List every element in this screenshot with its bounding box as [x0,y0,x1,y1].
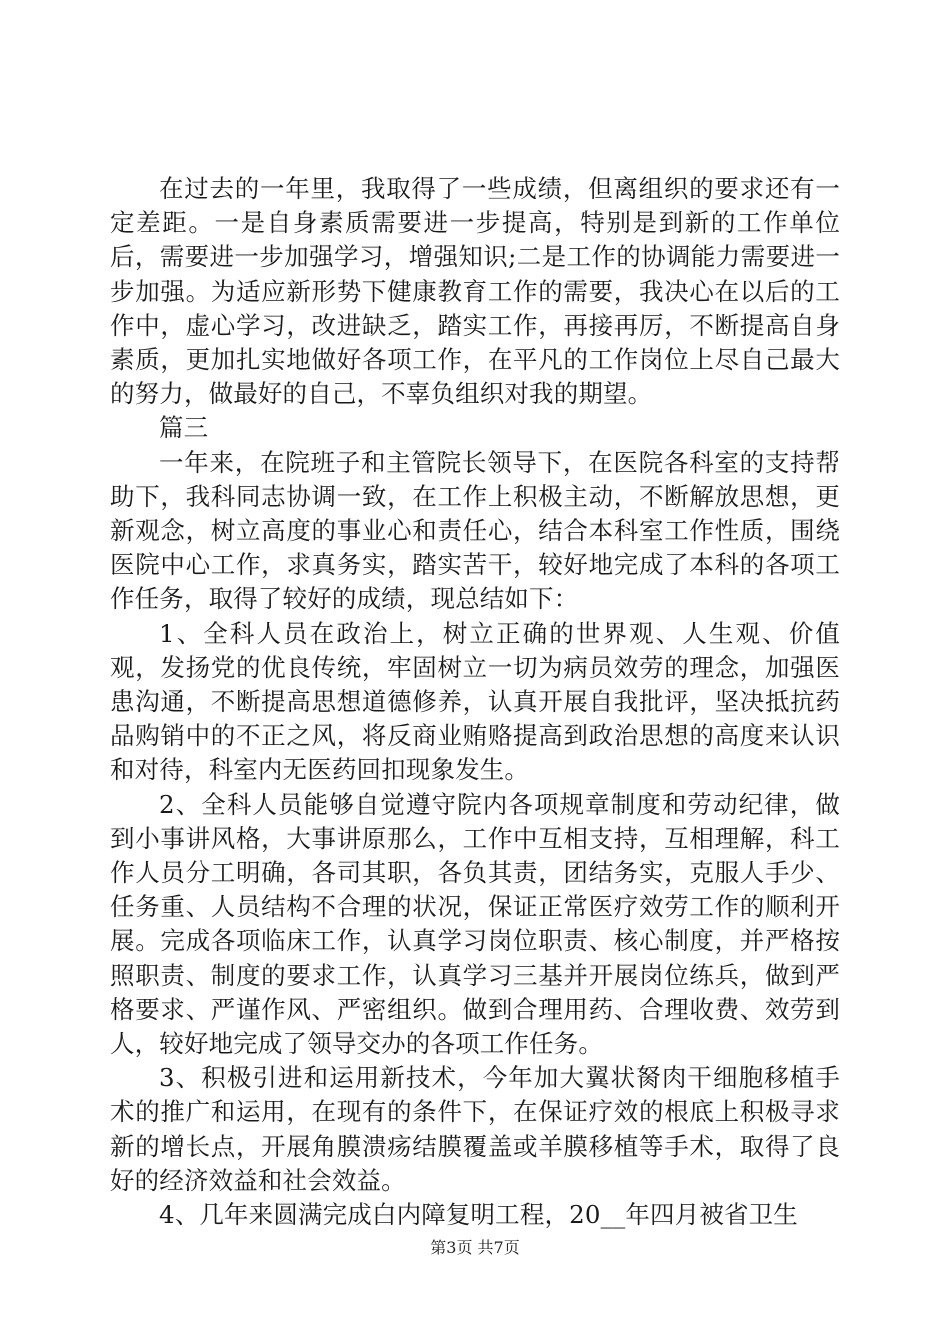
paragraph-item-2: 2、全科人员能够自觉遵守院内各项规章制度和劳动纪律，做到小事讲风格，大事讲原那么，工作中互相支持，互相理解，科工作人员分工明确，各司其职，各负其责，团结务实，克服人手少、任务重、人员结构不合理的状况，保证正常医疗效劳工作的顺利开展。完成各项临床工作，认真学习岗位职责、核心制度，并严格按照职责、制度的要求工作，认真学习三基并开展岗位练兵，做到严格要求、严谨作风、严密组织。做到合理用药、合理收费、效劳到人，较好地完成了领导交办的各项工作任务。 [110,789,840,1059]
paragraph-annual-summary: 一年来，在院班子和主管院长领导下，在医院各科室的支持帮助下，我科同志协调一致，在工作上积极主动，不断解放思想，更新观念，树立高度的事业心和责任心，结合本科室工作性质，围绕医院中心工作，求真务实，踏实苦干，较好地完成了本科的各项工作任务，取得了较好的成绩，现总结如下： [110,447,840,614]
paragraph-self-assessment: 在过去的一年里，我取得了一些成绩，但离组织的要求还有一定差距。一是自身素质需要进一步提高，特别是到新的工作单位后，需要进一步加强学习，增强知识;二是工作的协调能力需要进一步加强。为适应新形势下健康教育工作的需要，我决心在以后的工作中，虚心学习，改进缺乏，踏实工作，再接再厉，不断提高自身素质，更加扎实地做好各项工作，在平凡的工作岗位上尽自己最大的努力，做最好的自己，不辜负组织对我的期望。 [110,174,840,409]
paragraph-item-4: 4、几年来圆满完成白内障复明工程，20__年四月被省卫生 [159,1200,798,1230]
section-heading: 篇三 [159,413,209,443]
page-number-footer: 第3页 共7页 [430,1238,520,1257]
paragraph-item-1: 1、全科人员在政治上，树立正确的世界观、人生观、价值观，发扬党的优良传统，牢固树立一切为病员效劳的理念，加强医患沟通，不断提高思想道德修养，认真开展自我批评，坚决抵抗药品购销中的不正之风，将反商业贿赂提高到政治思想的高度来认识和对待，科室内无医药回扣现象发生。 [110,618,840,785]
paragraph-item-3: 3、积极引进和运用新技术，今年加大翼状胬肉干细胞移植手术的推广和运用，在现有的条件下，在保证疗效的根底上积极寻求新的增长点，开展角膜溃疡结膜覆盖或羊膜移植等手术，取得了良好的经济效益和社会效益。 [110,1063,840,1195]
document-body [110,172,840,1232]
